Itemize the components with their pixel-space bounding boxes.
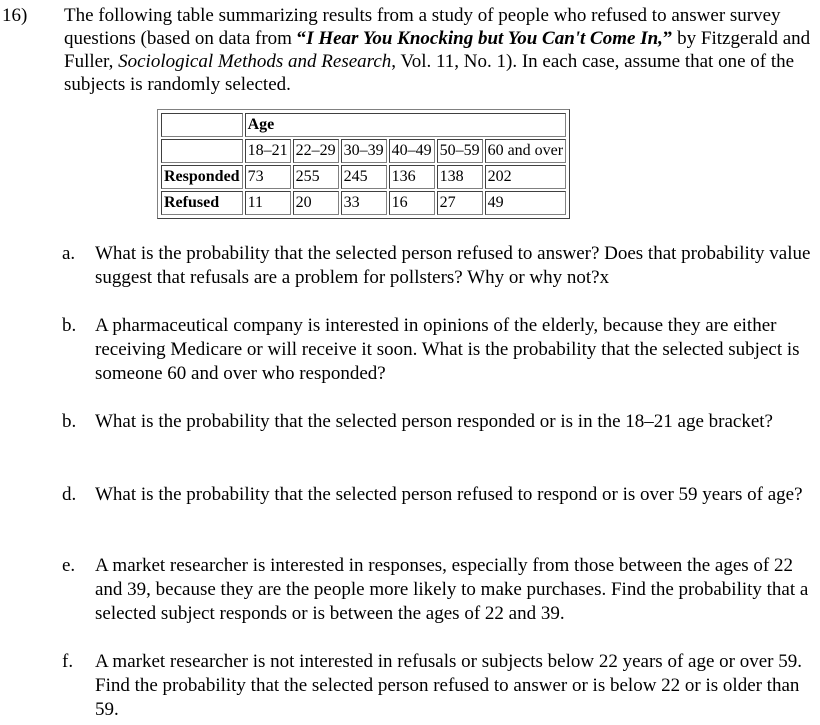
part-f bbox=[62, 650, 820, 722]
part-a bbox=[62, 242, 820, 290]
table-cell: 138 bbox=[437, 165, 483, 189]
column-header: 40–49 bbox=[389, 139, 435, 163]
part-label: a. bbox=[62, 243, 76, 264]
part-label: b. bbox=[62, 411, 77, 432]
source-title: I Hear You Knocking but You Can't Come In, bbox=[306, 28, 663, 49]
part-label: b. bbox=[62, 315, 77, 336]
part-text: What is the probability that the selected person refused to respond or is over 59 years of age? bbox=[95, 484, 803, 505]
results-table bbox=[157, 109, 570, 219]
table-row bbox=[161, 165, 566, 189]
table-cell: 16 bbox=[389, 191, 435, 215]
intro-text-1: The following table summarizing results from a study of people who refused to answer survey questions (based on data from bbox=[64, 5, 781, 49]
table-corner-cell bbox=[161, 113, 243, 137]
column-header: 60 and over bbox=[485, 139, 567, 163]
journal-title: Sociological Methods and Research bbox=[118, 51, 392, 72]
age-header: Age bbox=[245, 113, 567, 137]
table-cell: 255 bbox=[293, 165, 339, 189]
table-cell: 33 bbox=[341, 191, 387, 215]
part-d bbox=[62, 483, 820, 507]
quote-close: ” bbox=[662, 28, 673, 49]
part-text: What is the probability that the selected person refused to answer? Does that probability value suggest that refusals are a problem for pollsters? Why or why not?x bbox=[95, 243, 811, 288]
part-b-second bbox=[62, 410, 820, 434]
table-cell: 20 bbox=[293, 191, 339, 215]
table-cell: 245 bbox=[341, 165, 387, 189]
table-row bbox=[161, 191, 566, 215]
part-e bbox=[62, 554, 820, 626]
table-column-row bbox=[161, 139, 566, 163]
table-cell: 136 bbox=[389, 165, 435, 189]
intro-text-3: , Vol. 11, No. 1). In each case, assume that one of the subjects is randomly selected. bbox=[64, 51, 795, 95]
part-text: A market researcher is interested in responses, especially from those between the ages of 22 and 39, because they are the people more likely to make purchases. Find the probability that a selected subject responds or is between the ages of 22 and 39. bbox=[95, 555, 809, 624]
quote-open: “ bbox=[296, 28, 307, 49]
column-header: 50–59 bbox=[437, 139, 483, 163]
table-cell: 49 bbox=[485, 191, 567, 215]
column-header: 30–39 bbox=[341, 139, 387, 163]
part-text: A market researcher is not interested in refusals or subjects below 22 years of age or over 59. Find the probability that the selected person refused to answer or is below 22 or is older than 59. bbox=[95, 651, 802, 720]
table-cell: 11 bbox=[245, 191, 291, 215]
part-label: e. bbox=[62, 555, 76, 576]
part-text: What is the probability that the selected person responded or is in the 18–21 age bracket? bbox=[95, 411, 773, 432]
row-label: Refused bbox=[161, 191, 243, 215]
table-cell: 27 bbox=[437, 191, 483, 215]
part-label: f. bbox=[62, 651, 74, 672]
part-text: A pharmaceutical company is interested in opinions of the elderly, because they are either receiving Medicare or will receive it soon. What is the probability that the selected subject is someone 60 and over who responded? bbox=[95, 315, 800, 384]
part-label: d. bbox=[62, 484, 77, 505]
question-number: 16) bbox=[2, 5, 28, 26]
column-header: 22–29 bbox=[293, 139, 339, 163]
table-empty-cell bbox=[161, 139, 243, 163]
table-cell: 73 bbox=[245, 165, 291, 189]
column-header: 18–21 bbox=[245, 139, 291, 163]
intro-text-2: by Fitzgerald and Fuller, bbox=[64, 28, 811, 72]
part-b bbox=[62, 314, 820, 386]
table-header-row bbox=[161, 113, 566, 137]
table-cell: 202 bbox=[485, 165, 567, 189]
row-label: Responded bbox=[161, 165, 243, 189]
question-intro bbox=[64, 4, 816, 96]
